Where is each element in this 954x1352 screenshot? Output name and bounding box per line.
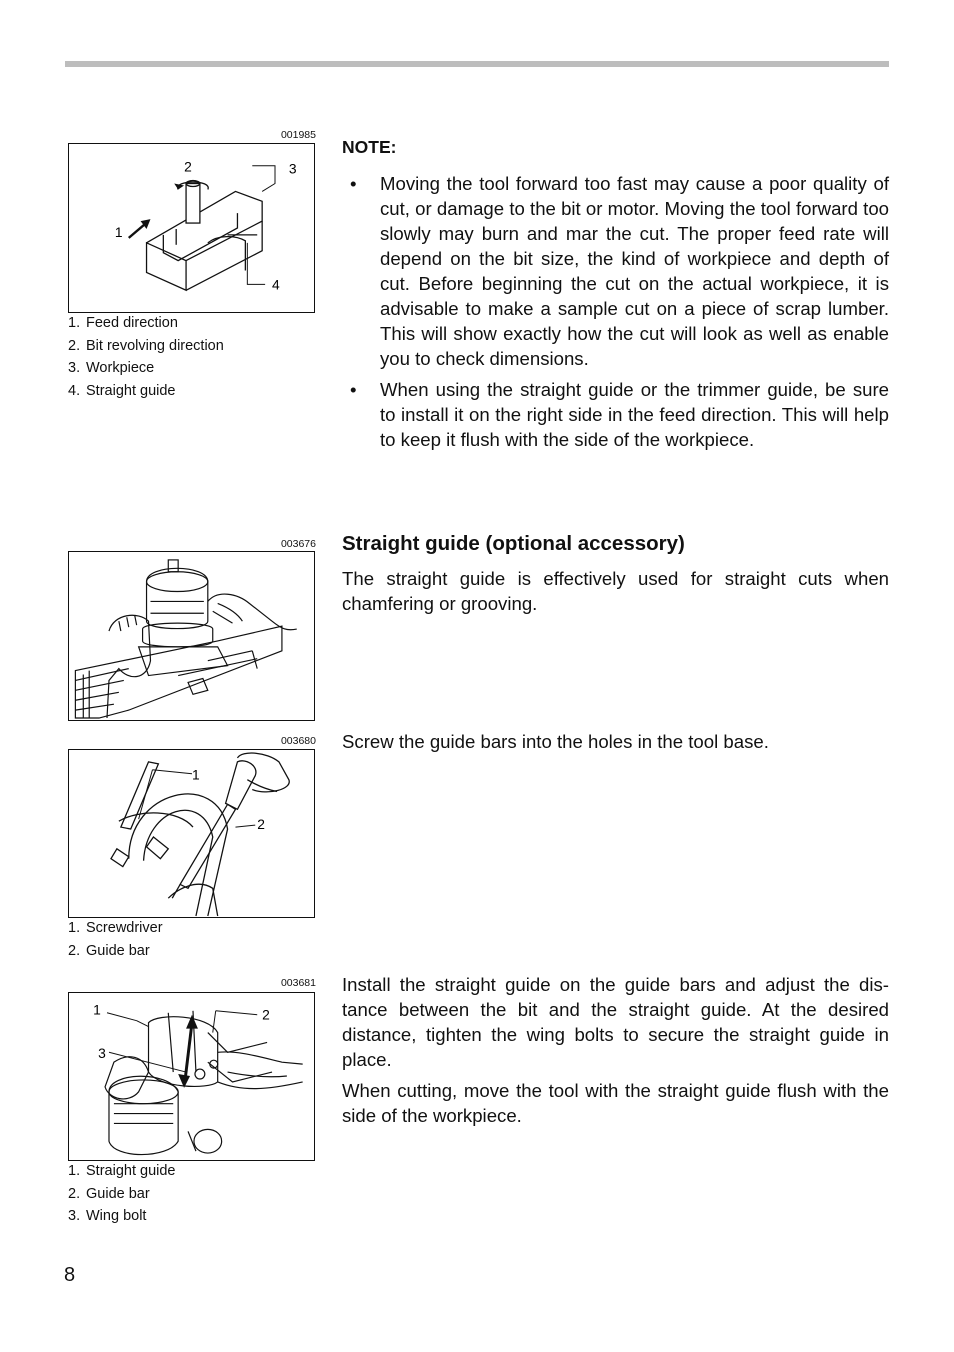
bullet-dot: • [350, 173, 357, 194]
callout-3: 3 [98, 1045, 106, 1062]
step-install-guide: Install the straight guide on the guide bars and adjust the dis-tance between the bit and the straight guide. At the desired distance, tighten the wing bolts to secure the straight guide in place. [342, 974, 889, 1070]
legend-item: 2. Guide bar [68, 1185, 150, 1202]
figure-3-legend [68, 917, 163, 962]
legend-item: 3. Wing bolt [68, 1208, 147, 1225]
legend-item: 2. Guide bar [68, 942, 150, 959]
figure-code: 003676 [280, 538, 316, 550]
note-bullet: • Moving the tool forward too fast may cause a poor quality of cut, or damage to the bit or motor. Moving the tool forward too slowly may burn and mar the cut. The proper feed rate will depend on the bit size, the kind of workpiece and depth of cut. Before beginning the cut on the actual workpiece, it is advisable to make a sample cut on a piece of scrap lumber. This will show exactly how the cut will look as well as enable you to check dimensions. [350, 173, 889, 369]
note-list [342, 171, 889, 458]
legend-item: 1. Feed direction [68, 315, 178, 331]
legend-item: 3. Workpiece [68, 360, 155, 377]
figure-4-legend [68, 1160, 175, 1228]
bullet-dot: • [350, 379, 357, 400]
router-with-guide-illustration [69, 552, 314, 720]
legend-item: 2. Bit revolving direction [68, 337, 224, 354]
figure-code: 003680 [280, 735, 316, 747]
legend-item: 4. Straight guide [68, 383, 176, 400]
feed-direction-illustration [69, 144, 314, 312]
page-number: 8 [64, 1264, 76, 1286]
callout-2: 2 [262, 1006, 270, 1023]
figure-screw-guide-bars [68, 749, 315, 918]
callout-1: 1 [191, 766, 200, 783]
section-heading: Straight guide (optional accessory) [342, 532, 685, 555]
figure-install-straight-guide [68, 992, 315, 1161]
callout-3: 3 [288, 160, 297, 177]
callout-4: 4 [272, 276, 280, 293]
note-bullet: • When using the straight guide or the trimmer guide, be sure to install it on the right side in the feed direction. This will help to keep it flush with the side of the workpiece. [350, 379, 889, 450]
step-screw-guide-bars: Screw the guide bars into the holes in the tool base. [342, 731, 769, 752]
legend-item: 1. Straight guide [68, 1163, 176, 1179]
callout-1: 1 [93, 1001, 101, 1018]
callout-2: 2 [257, 816, 265, 833]
figure-code: 003681 [280, 977, 316, 989]
figure-feed-direction [68, 143, 315, 313]
figure-1-legend [68, 312, 224, 403]
callout-2: 2 [184, 158, 192, 175]
legend-item: 1. Screwdriver [68, 920, 163, 936]
figure-code: 001985 [280, 129, 316, 141]
step-cutting: When cutting, move the tool with the straight guide flush with the side of the workpiece. [342, 1080, 889, 1126]
figure-router-with-guide [68, 551, 315, 721]
install-straight-guide-illustration [69, 993, 314, 1160]
header-rule [65, 61, 889, 67]
screw-guide-bars-illustration [69, 750, 314, 917]
callout-1: 1 [114, 223, 123, 240]
note-title: NOTE: [342, 137, 397, 157]
section-intro: The straight guide is effectively used for straight cuts when chamfering or grooving. [342, 568, 889, 614]
